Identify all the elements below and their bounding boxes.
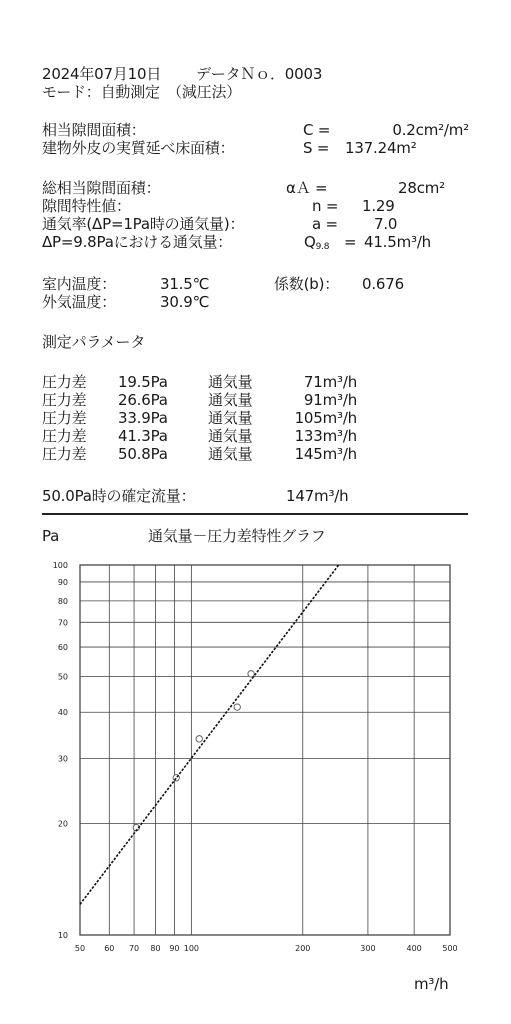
s-value: 137.24m² [345,139,417,157]
data-number: データＮｏ．0003 [196,65,323,83]
pressure-label: 圧力差 [42,427,87,445]
flow-label: 通気量 [208,445,253,463]
alpha-a-symbol: αＡ = [286,179,328,197]
pressure-flow-chart [40,555,470,965]
outdoor-temp-value: 30.9℃ [160,293,210,311]
y-tick-label: 80 [57,596,68,606]
pressure-value: 41.3Pa [118,427,168,445]
flow-value: 105m³/h [294,409,357,427]
x-tick-label: 100 [183,944,200,953]
s-label: 建物外皮の実質延べ床面積： [42,139,235,157]
section-divider [42,513,468,515]
c-value: 0.2cm²/m² [392,121,469,139]
fit-line [80,565,339,904]
y-tick-label: 70 [57,618,68,628]
x-tick-label: 80 [150,944,161,953]
c-symbol: C = [303,121,331,139]
outdoor-temp-label: 外気温度： [42,293,117,311]
chart-y-unit: Pa [42,527,60,545]
data-point [196,736,202,742]
q-symbol [304,234,329,256]
indoor-temp-label: 室内温度： [42,275,117,293]
flow-value: 145m³/h [294,445,357,463]
alpha-a-label: 総相当隙間面積： [42,179,161,197]
confirmed-flow-value: 147m³/h [286,487,349,505]
q-symbol-letter: Q [304,233,316,251]
flow-label: 通気量 [208,391,253,409]
y-tick-label: 40 [57,708,68,718]
pressure-label: 圧力差 [42,373,87,391]
chart-grid [80,565,450,935]
pressure-value: 33.9Pa [118,409,168,427]
pressure-label: 圧力差 [42,391,87,409]
pressure-value: 50.8Pa [118,445,168,463]
measurement-mode: モード：自動測定 （減圧法） [42,83,242,101]
coefficient-label: 係数(b)： [274,275,340,293]
y-tick-label: 100 [52,561,68,570]
x-tick-label: 300 [360,944,376,953]
a-label: 通気率(ΔP=1Pa時の通気量)： [42,215,245,233]
q-value: 41.5m³/h [364,233,431,251]
y-tick-label: 30 [57,754,68,764]
pressure-value: 26.6Pa [118,391,168,409]
y-tick-label: 20 [57,819,68,829]
x-tick-label: 200 [295,944,311,953]
x-tick-label: 60 [104,944,115,953]
flow-label: 通気量 [208,373,253,391]
chart-title: 通気量－圧力差特性グラフ [148,527,326,545]
c-label: 相当隙間面積： [42,121,146,139]
y-tick-label: 90 [57,577,68,587]
params-title: 測定パラメータ [42,333,146,351]
pressure-label: 圧力差 [42,445,87,463]
x-tick-label: 500 [442,944,458,953]
q-label: ΔP=9.8Paにおける通気量： [42,233,233,251]
pressure-label: 圧力差 [42,409,87,427]
x-tick-label: 70 [128,944,140,953]
chart-x-unit: m³/h [414,975,449,993]
s-symbol: S = [303,139,330,157]
flow-value: 91m³/h [303,391,357,409]
n-value: 1.29 [362,197,395,215]
data-point [234,704,240,710]
x-tick-label: 400 [406,944,422,953]
measurement-date: 2024年07月10日 [42,65,162,83]
flow-label: 通気量 [208,409,253,427]
pressure-value: 19.5Pa [118,373,168,391]
y-tick-label: 10 [57,931,68,940]
y-tick-label: 60 [57,643,68,653]
chart-series [80,565,339,904]
q-subscript: 9.8 [315,242,330,252]
data-point [248,671,254,677]
flow-value: 71m³/h [303,373,357,391]
x-tick-label: 90 [169,944,180,953]
confirmed-flow-label: 50.0Pa時の確定流量： [42,487,196,505]
y-tick-label: 50 [57,672,68,682]
chart-ticks [53,561,458,953]
coefficient-value: 0.676 [362,275,404,293]
n-symbol: n = [312,197,339,215]
plot-frame [80,565,450,935]
alpha-a-value: 28cm² [398,179,445,197]
a-symbol: a = [312,215,338,233]
flow-value: 133m³/h [294,427,357,445]
flow-label: 通気量 [208,427,253,445]
x-tick-label: 50 [74,944,86,953]
a-value: 7.0 [374,215,398,233]
q-equals: = [344,233,357,251]
n-label: 隙間特性値： [42,197,131,215]
indoor-temp-value: 31.5℃ [160,275,210,293]
